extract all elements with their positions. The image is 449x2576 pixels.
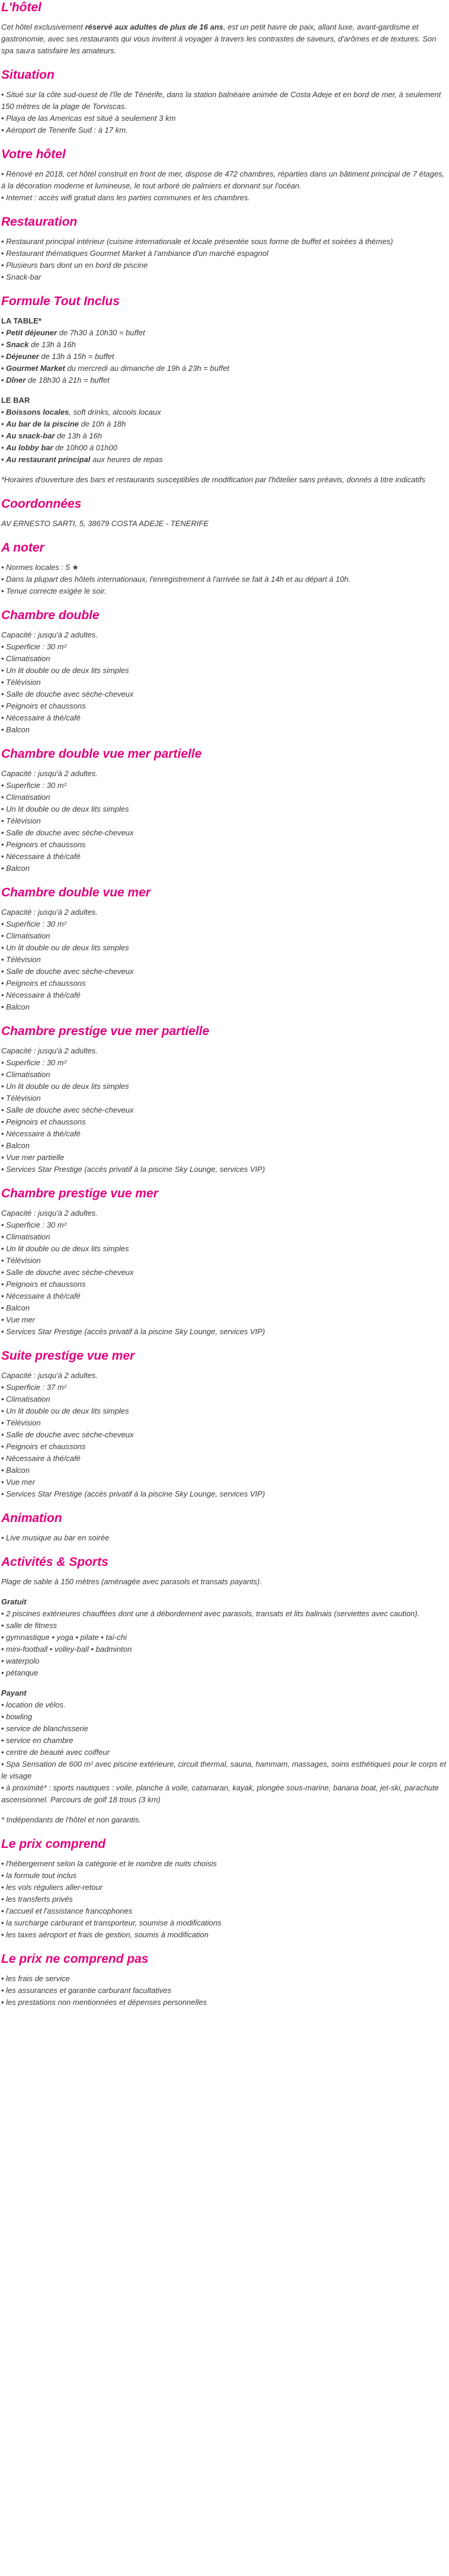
section-coordonnees xyxy=(1,496,448,530)
bullet-list xyxy=(1,918,448,1013)
list-item: • Peignoirs et chaussons xyxy=(1,839,448,851)
list-item: • Superficie : 30 m² xyxy=(1,918,448,930)
list-item: • Climatisation xyxy=(1,1069,448,1081)
list-item: • 2 piscines extérieures chauffées dont une à débordement avec parasols, transats et lits balinais (serviettes avec caution). xyxy=(1,1608,448,1620)
section-title: Formule Tout Inclus xyxy=(1,294,120,308)
bullet-list xyxy=(1,641,448,736)
bullet-list xyxy=(1,1699,448,1806)
bullet-list xyxy=(1,1382,448,1500)
list-item: • Restaurant thématiques Gourmet Market à l'ambiance d'un marché espagnol xyxy=(1,248,448,259)
list-item: • Salle de douche avec sèche-cheveux xyxy=(1,827,448,839)
section-chambre-double-vue-mer-partielle xyxy=(1,746,448,874)
list-item: • Playa de las Americas est situé à seulement 3 km xyxy=(1,113,448,124)
list-item: • Spa Sensation de 600 m² avec piscine extérieure, circuit thermal, sauna, hammam, massages, soins esthétiques pour le corps et le visage xyxy=(1,1758,448,1782)
section-title: Activités & Sports xyxy=(1,1555,108,1569)
bullet-list xyxy=(1,1608,448,1679)
list-item: • Services Star Prestige (accès privatif à la piscine Sky Lounge, services VIP) xyxy=(1,1488,448,1500)
list-item: • Climatisation xyxy=(1,1231,448,1243)
list-item: • salle de fitness xyxy=(1,1620,448,1632)
section-title: Animation xyxy=(1,1511,62,1525)
list-item: • Normes locales : 5 ★ xyxy=(1,562,448,573)
section-activites-sports xyxy=(1,1555,448,1826)
list-item: • Balcon xyxy=(1,1140,448,1152)
section-chambre-prestige-vue-mer xyxy=(1,1186,448,1338)
section-title: Suite prestige vue mer xyxy=(1,1349,135,1363)
section-title: Restauration xyxy=(1,215,78,229)
list-item: • Superficie : 37 m² xyxy=(1,1382,448,1393)
section-title: Coordonnées xyxy=(1,497,82,511)
section-votre-hotel xyxy=(1,147,448,204)
list-item: • Boissons locales, soft drinks, alcools locaux xyxy=(1,406,448,418)
paragraph: Capacité : jusqu'à 2 adultes. xyxy=(1,630,98,639)
section-a-noter xyxy=(1,540,448,597)
paragraph: Capacité : jusqu'à 2 adultes. xyxy=(1,1046,98,1055)
list-item: • Salle de douche avec sèche-cheveux xyxy=(1,688,448,700)
paragraph: Capacité : jusqu'à 2 adultes. xyxy=(1,1209,98,1217)
paragraph: Plage de sable à 150 mètres (aménagée avec parasols et transats payants). xyxy=(1,1577,262,1586)
spacer xyxy=(1,1588,448,1596)
list-item: • Télévision xyxy=(1,1092,448,1104)
list-item: • Restaurant principal intérieur (cuisine internationale et locale présentée sous forme de buffet et soirées à thèmes) xyxy=(1,236,448,248)
section-title: Le prix comprend xyxy=(1,1837,106,1851)
list-item: • Aéroport de Tenerife Sud : à 17 km. xyxy=(1,124,448,136)
list-item: • Au snack-bar de 13h à 16h xyxy=(1,430,448,442)
bullet-list xyxy=(1,1532,448,1544)
list-item: • mini-football • volley-ball • badminton xyxy=(1,1643,448,1655)
list-item: • service de blanchisserie xyxy=(1,1723,448,1735)
list-item: • Peignoirs et chaussons xyxy=(1,978,448,989)
list-item: • Salle de douche avec sèche-cheveux xyxy=(1,1267,448,1279)
bullet-list xyxy=(1,1973,448,2008)
list-item: • Salle de douche avec sèche-cheveux xyxy=(1,1104,448,1116)
list-item: • Balcon xyxy=(1,1001,448,1013)
section-title: Chambre double xyxy=(1,608,100,622)
list-item: • Nécessaire à thé/café xyxy=(1,712,448,724)
list-item: • Services Star Prestige (accès privatif à la piscine Sky Lounge, services VIP) xyxy=(1,1326,448,1338)
list-item: • Peignoirs et chaussons xyxy=(1,1279,448,1290)
list-item: • Live musique au bar en soirée xyxy=(1,1532,448,1544)
list-item: • Superficie : 30 m² xyxy=(1,1057,448,1069)
list-item: • la surcharge carburant et transporteur, soumise à modifications xyxy=(1,1917,448,1929)
section-le-prix-comprend xyxy=(1,1837,448,1941)
list-item: • Un lit double ou de deux lits simples xyxy=(1,942,448,954)
list-item: • Un lit double ou de deux lits simples xyxy=(1,1405,448,1417)
section-title: L'hôtel xyxy=(1,1,41,14)
list-item: • Plusieurs bars dont un en bord de piscine xyxy=(1,259,448,271)
list-item: • Nécessaire à thé/café xyxy=(1,1453,448,1465)
list-item: • centre de beauté avec coiffeur xyxy=(1,1747,448,1758)
bullet-list xyxy=(1,1219,448,1338)
list-item: • Un lit double ou de deux lits simples xyxy=(1,803,448,815)
list-item: • Peignoirs et chaussons xyxy=(1,1116,448,1128)
section-title: Situation xyxy=(1,68,54,82)
list-item: • Balcon xyxy=(1,1465,448,1476)
list-item: • l'accueil et l'assistance francophones xyxy=(1,1905,448,1917)
list-item: • les prestations non mentionnées et dépenses personnelles xyxy=(1,1997,448,2008)
section-animation xyxy=(1,1511,448,1544)
section-restauration xyxy=(1,214,448,283)
section-title: A noter xyxy=(1,541,44,555)
list-item: • à proximité* : sports nautiques : voile, planche à voile, catamaran, kayak, plongée sous-marine, banana boat, jet-ski, parachute ascensionnel. Parcours de golf 18 trous (3 km) xyxy=(1,1782,448,1806)
list-item: • waterpolo xyxy=(1,1655,448,1667)
list-item: • Climatisation xyxy=(1,930,448,942)
list-item: • Peignoirs et chaussons xyxy=(1,700,448,712)
list-item: • les vols réguliers aller-retour xyxy=(1,1882,448,1893)
list-item: • Rénové en 2018, cet hôtel construit en front de mer, dispose de 472 chambres, réparties dans un bâtiment principal de 7 étages, à la décoration moderne et lumineuse, le tout arboré de palmiers et donnant sur l'océan. xyxy=(1,168,448,192)
list-item: • Télévision xyxy=(1,1417,448,1429)
list-item: • Balcon xyxy=(1,724,448,736)
list-item: • les taxes aéroport et frais de gestion, soumis à modification xyxy=(1,1929,448,1941)
paragraph: Capacité : jusqu'à 2 adultes. xyxy=(1,1371,98,1380)
bullet-list xyxy=(1,236,448,283)
list-item: • Situé sur la côte sud-ouest de l'île de Ténérife, dans la station balnéaire animée de Costa Adeje et en bord de mer, à seulement 150 mètres de la plage de Torviscas. xyxy=(1,89,448,113)
bullet-list xyxy=(1,780,448,874)
list-item: • Nécessaire à thé/café xyxy=(1,851,448,863)
section-situation xyxy=(1,68,448,136)
list-item: • Internet : accès wifi gratuit dans les parties communes et les chambres. xyxy=(1,192,448,204)
list-item: • Services Star Prestige (accès privatif à la piscine Sky Lounge, services VIP) xyxy=(1,1164,448,1175)
list-item: • Snack-bar xyxy=(1,271,448,283)
list-item: • Gourmet Market du mercredi au dimanche de 19h à 23h = buffet xyxy=(1,363,448,374)
list-item: • Balcon xyxy=(1,863,448,874)
list-item: • Balcon xyxy=(1,1302,448,1314)
spacer xyxy=(1,386,448,395)
list-item: • Climatisation xyxy=(1,792,448,803)
paragraph: Capacité : jusqu'à 2 adultes. xyxy=(1,769,98,778)
list-item: • Superficie : 30 m² xyxy=(1,641,448,653)
subsection-label: LE BAR xyxy=(1,396,30,405)
bullet-list xyxy=(1,562,448,597)
section-chambre-double-vue-mer xyxy=(1,885,448,1013)
list-item: • Peignoirs et chaussons xyxy=(1,1441,448,1453)
section-title: Le prix ne comprend pas xyxy=(1,1952,149,1966)
bullet-list xyxy=(1,1858,448,1941)
list-item: • Superficie : 30 m² xyxy=(1,780,448,792)
spacer xyxy=(1,1679,448,1687)
bullet-list xyxy=(1,327,448,386)
bullet-list xyxy=(1,406,448,466)
list-item: • Dîner de 18h30 à 21h = buffet xyxy=(1,374,448,386)
list-item: • Au lobby bar de 10h00 à 01h00 xyxy=(1,442,448,454)
section-formule-tout-inclus xyxy=(1,294,448,486)
list-item: • Salle de douche avec sèche-cheveux xyxy=(1,966,448,978)
list-item: • Télévision xyxy=(1,1255,448,1267)
list-item: • Au bar de la piscine de 10h à 18h xyxy=(1,418,448,430)
list-item: • Petit déjeuner de 7h30 à 10h30 = buffet xyxy=(1,327,448,339)
bullet-list xyxy=(1,1057,448,1175)
bullet-list xyxy=(1,168,448,204)
list-item: • Un lit double ou de deux lits simples xyxy=(1,1243,448,1255)
list-item: • Climatisation xyxy=(1,1393,448,1405)
section-chambre-double xyxy=(1,608,448,736)
list-item: • la formule tout inclus xyxy=(1,1870,448,1882)
list-item: • Un lit double ou de deux lits simples xyxy=(1,1081,448,1092)
footnote: *Horaires d'ouverture des bars et restaurants susceptibles de modification par l'hôtelier sans préavis, donnés à titre indicatifs xyxy=(1,475,425,484)
bullet-list xyxy=(1,89,448,136)
list-item: • Snack de 13h à 16h xyxy=(1,339,448,351)
list-item: • Déjeuner de 13h à 15h = buffet xyxy=(1,351,448,363)
list-item: • bowling xyxy=(1,1711,448,1723)
list-item: • Télévision xyxy=(1,815,448,827)
subsection-label: LA TABLE* xyxy=(1,316,41,325)
section-title: Votre hôtel xyxy=(1,148,66,161)
list-item: • Superficie : 30 m² xyxy=(1,1219,448,1231)
list-item: • Nécessaire à thé/café xyxy=(1,1290,448,1302)
section-suite-prestige-vue-mer xyxy=(1,1348,448,1500)
list-item: • service en chambre xyxy=(1,1735,448,1747)
list-item: • Un lit double ou de deux lits simples xyxy=(1,665,448,677)
list-item: • Télévision xyxy=(1,677,448,688)
section-title: Chambre double vue mer xyxy=(1,886,151,899)
paragraph: Capacité : jusqu'à 2 adultes. xyxy=(1,908,98,917)
list-item: • Vue mer xyxy=(1,1476,448,1488)
list-item: • Vue mer xyxy=(1,1314,448,1326)
list-item: • gymnastique • yoga • pilate • taï-chi xyxy=(1,1632,448,1643)
list-item: • Vue mer partielle xyxy=(1,1152,448,1164)
list-item: • Nécessaire à thé/café xyxy=(1,989,448,1001)
list-item: • pétanque xyxy=(1,1667,448,1679)
section-title: Chambre prestige vue mer xyxy=(1,1187,158,1200)
section-l-hotel xyxy=(1,0,448,57)
paragraph: Cet hôtel exclusivement réservé aux adultes de plus de 16 ans, est un petit havre de paix, allant luxe, avant-gardisme et gastronomie, avec ses restaurants qui vous invitent à voyager à travers les contrastes de saveurs, d'arômes et de textures. Son spa saura satisfaire les amateurs. xyxy=(1,23,437,55)
footnote: * Indépendants de l'hôtel et non garantis. xyxy=(1,1815,141,1824)
section-title: Chambre double vue mer partielle xyxy=(1,747,202,761)
list-item: • les assurances et garantie carburant facultatives xyxy=(1,1985,448,1997)
list-item: • Climatisation xyxy=(1,653,448,665)
list-item: • les frais de service xyxy=(1,1973,448,1985)
list-item: • Télévision xyxy=(1,954,448,966)
paragraph: AV ERNESTO SARTI, 5, 38679 COSTA ADEJE - TENERIFE xyxy=(1,519,209,528)
list-item: • les transferts privés xyxy=(1,1893,448,1905)
list-item: • Au restaurant principal aux heures de repas xyxy=(1,454,448,466)
list-item: • Salle de douche avec sèche-cheveux xyxy=(1,1429,448,1441)
list-item: • Dans la plupart des hôtels internationaux, l'enregistrement à l'arrivée se fait à 14h et au départ à 10h. xyxy=(1,573,448,585)
section-le-prix-ne-comprend-pas xyxy=(1,1952,448,2008)
list-item: • location de vélos. xyxy=(1,1699,448,1711)
list-item: • Tenue correcte exigée le soir. xyxy=(1,585,448,597)
list-item: • Nécessaire à thé/café xyxy=(1,1128,448,1140)
section-title: Chambre prestige vue mer partielle xyxy=(1,1024,210,1038)
subsection-label: Gratuit xyxy=(1,1597,27,1606)
list-item: • l'hébergement selon la catégorie et le nombre de nuits choisis xyxy=(1,1858,448,1870)
subsection-label: Payant xyxy=(1,1689,27,1697)
section-chambre-prestige-vue-mer-partielle xyxy=(1,1024,448,1175)
